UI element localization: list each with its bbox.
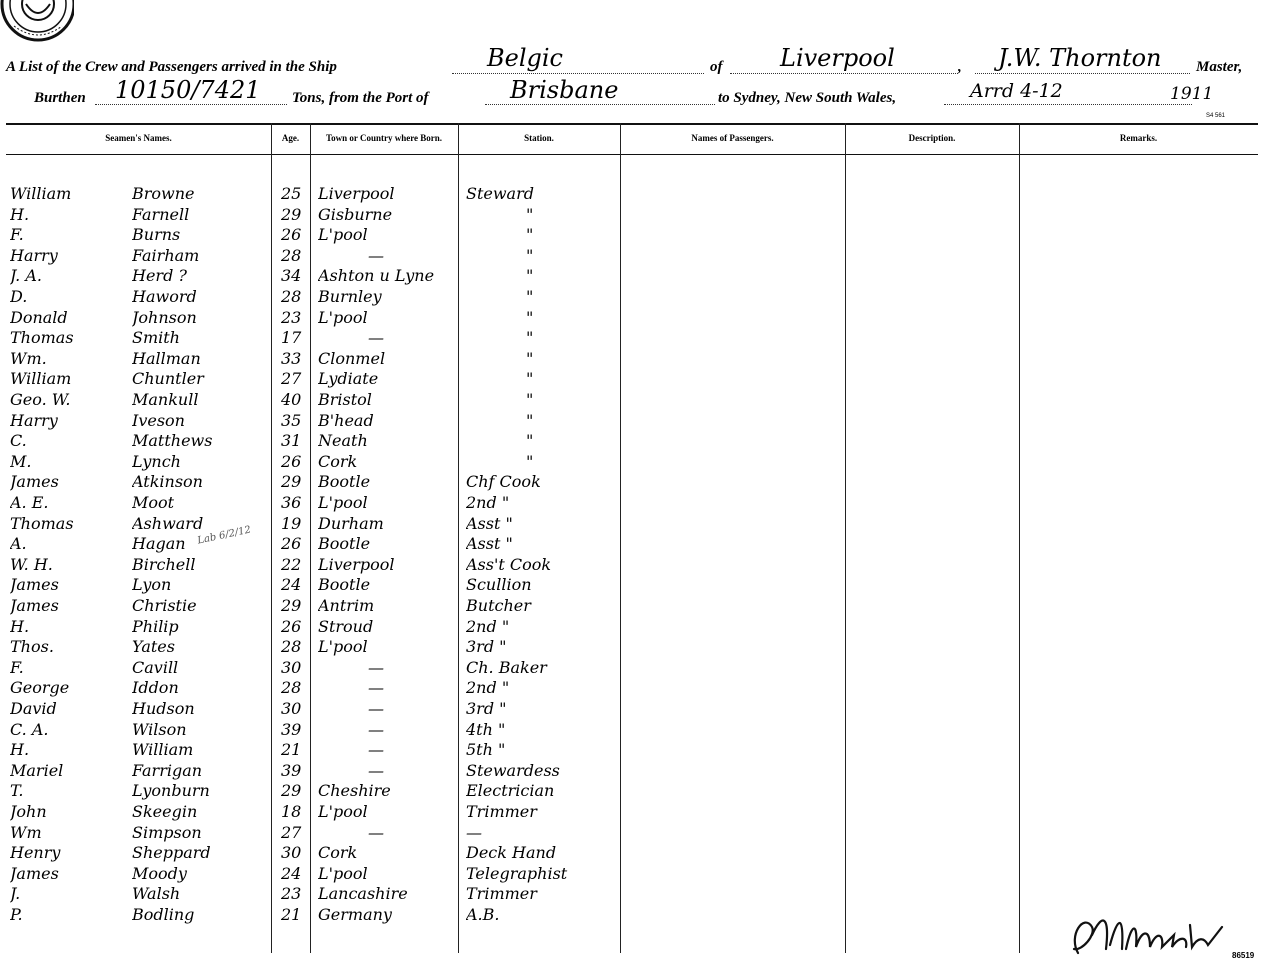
crew-first-name: Wm <box>10 822 42 842</box>
crew-age: 35 <box>281 410 302 430</box>
crew-surname: Moody <box>132 863 187 883</box>
crew-row <box>0 678 1261 698</box>
crew-birthplace: Clonmel <box>318 348 386 368</box>
crew-age: 21 <box>281 905 302 924</box>
crew-row <box>0 431 1261 451</box>
crew-first-name: George <box>10 678 70 698</box>
crew-surname: Ashward <box>132 513 204 533</box>
crew-station: 2nd " <box>466 493 510 512</box>
burthen-value: 10150/7421 <box>115 76 261 104</box>
burthen-label: Burthen <box>34 90 86 106</box>
crew-first-name: Henry <box>10 843 61 863</box>
crew-row <box>0 452 1261 472</box>
crew-surname: Wilson <box>132 719 187 739</box>
crew-birthplace: Ashton u Lyne <box>318 266 435 286</box>
crew-birthplace: Burnley <box>318 287 382 306</box>
column-header-remarks: Remarks. <box>1119 133 1158 143</box>
crew-birthplace: Liverpool <box>318 184 395 203</box>
column-header-station: Station. <box>524 133 554 143</box>
crew-age: 29 <box>281 596 302 615</box>
crew-surname: Herd ? <box>132 266 187 286</box>
crew-birthplace: L'pool <box>318 802 368 821</box>
crew-age: 40 <box>281 390 302 409</box>
crew-surname: Simpson <box>132 822 202 842</box>
crew-row <box>0 802 1261 822</box>
crew-first-name: F. <box>10 657 24 677</box>
crew-first-name: James <box>10 596 59 615</box>
crew-first-name: James <box>10 575 59 595</box>
pencil-annotation: Lab 6/2/12 <box>196 524 252 547</box>
crew-first-name: Donald <box>10 307 68 327</box>
crew-first-name: M. <box>10 451 32 471</box>
seal-stamp <box>0 0 74 48</box>
crew-surname: Smith <box>132 328 180 348</box>
crew-surname: Skeegin <box>132 802 198 821</box>
crew-surname: Bodling <box>132 905 195 924</box>
column-header-description: Description. <box>908 133 956 143</box>
crew-first-name: Thomas <box>10 328 74 348</box>
crew-age: 29 <box>281 204 302 224</box>
crew-surname: Walsh <box>132 884 181 904</box>
crew-first-name: David <box>10 699 57 718</box>
comma: , <box>958 59 962 75</box>
crew-row <box>0 555 1261 575</box>
crew-first-name: F. <box>10 225 24 245</box>
crew-age: 22 <box>281 554 302 574</box>
crew-first-name: Mariel <box>10 760 64 780</box>
column-header-seamen-names: Seamen's Names. <box>105 133 172 143</box>
crew-station: Electrician <box>466 781 555 801</box>
crew-birthplace: Antrim <box>318 596 375 615</box>
crew-first-name: C. <box>10 431 27 451</box>
table-header-rule <box>6 154 1258 155</box>
crew-surname: Moot <box>132 493 175 512</box>
table-top-rule <box>6 123 1258 125</box>
crew-birthplace: Lydiate <box>318 369 379 389</box>
arrival-date: Arrd 4-12 <box>970 80 1063 102</box>
crew-age: 31 <box>281 431 302 451</box>
crew-birthplace: — <box>368 822 384 842</box>
crew-surname: Sheppard <box>132 843 211 863</box>
crew-station: Steward <box>466 184 534 203</box>
crew-birthplace: — <box>368 740 384 760</box>
crew-first-name: J. <box>10 884 21 904</box>
crew-station: " <box>526 451 534 471</box>
crew-age: 24 <box>281 575 302 595</box>
crew-row <box>0 184 1261 204</box>
crew-row <box>0 534 1261 554</box>
crew-first-name: James <box>10 863 59 883</box>
crew-station: Ch. Baker <box>466 657 547 677</box>
crew-first-name: William <box>10 184 72 203</box>
crew-birthplace: Stroud <box>318 616 374 636</box>
crew-station: " <box>526 410 534 430</box>
crew-first-name: Wm. <box>10 348 47 368</box>
crew-station: " <box>526 348 534 368</box>
crew-station: Trimmer <box>466 884 537 904</box>
of-label: of <box>710 59 723 75</box>
crew-first-name: Thos. <box>10 637 54 657</box>
crew-birthplace: Gisburne <box>318 204 393 224</box>
ship-name: Belgic <box>487 44 563 72</box>
crew-row <box>0 390 1261 410</box>
crew-birthplace: — <box>368 657 384 677</box>
crew-station: Scullion <box>466 575 532 595</box>
crew-age: 25 <box>281 184 302 203</box>
crew-row <box>0 349 1261 369</box>
crew-first-name: John <box>10 802 47 821</box>
column-header-age: Age. <box>281 133 300 143</box>
crew-row <box>0 575 1261 595</box>
crew-birthplace: — <box>368 719 384 739</box>
crew-age: 28 <box>281 245 302 265</box>
crew-row <box>0 761 1261 781</box>
column-header-birthplace: Town or Country where Born. <box>325 133 443 143</box>
crew-first-name: J. A. <box>10 266 42 286</box>
tons-from-label: Tons, from the Port of <box>292 90 429 106</box>
crew-first-name: Geo. W. <box>10 390 71 409</box>
crew-age: 28 <box>281 287 302 306</box>
crew-row <box>0 596 1261 616</box>
crew-row <box>0 225 1261 245</box>
crew-surname: Burns <box>132 225 181 245</box>
crew-row <box>0 514 1261 534</box>
crew-station: " <box>526 225 534 245</box>
crew-birthplace: Lancashire <box>318 884 408 904</box>
crew-surname: Yates <box>132 637 175 657</box>
crew-station: " <box>526 328 534 348</box>
form-number: S4 561 <box>1206 113 1226 119</box>
crew-surname: Hallman <box>132 348 201 368</box>
crew-station: " <box>526 266 534 286</box>
crew-station: Asst " <box>466 534 513 554</box>
crew-surname: Lyonburn <box>132 781 210 801</box>
crew-station: 3rd " <box>466 699 507 718</box>
crew-row <box>0 617 1261 637</box>
crew-birthplace: Bootle <box>318 575 371 595</box>
crew-birthplace: — <box>368 699 384 718</box>
crew-surname: Farnell <box>132 204 190 224</box>
crew-birthplace: L'pool <box>318 225 368 245</box>
port-of-registry: Liverpool <box>780 44 895 72</box>
crew-row <box>0 637 1261 657</box>
crew-birthplace: Durham <box>318 513 384 533</box>
from-port: Brisbane <box>510 76 619 104</box>
crew-age: 34 <box>281 266 302 286</box>
crew-row <box>0 472 1261 492</box>
crew-age: 24 <box>281 863 302 883</box>
crew-birthplace: L'pool <box>318 637 368 657</box>
crew-surname: Mankull <box>132 390 199 409</box>
reference-number: 86519 <box>1232 951 1255 960</box>
crew-station: " <box>526 369 534 389</box>
crew-age: 27 <box>281 822 302 842</box>
crew-first-name: C. A. <box>10 719 49 739</box>
crew-row <box>0 308 1261 328</box>
crew-station: Butcher <box>466 596 531 615</box>
crew-surname: Christie <box>132 596 197 615</box>
crew-row <box>0 843 1261 863</box>
crew-station: Asst " <box>466 513 513 533</box>
crew-first-name: William <box>10 369 72 389</box>
crew-age: 26 <box>281 616 302 636</box>
crew-birthplace: L'pool <box>318 307 368 327</box>
crew-first-name: W. H. <box>10 554 53 574</box>
crew-row <box>0 699 1261 719</box>
crew-birthplace: Germany <box>318 905 392 924</box>
crew-surname: Atkinson <box>132 472 203 492</box>
crew-first-name: James <box>10 472 59 492</box>
crew-birthplace: — <box>368 678 384 698</box>
crew-station: Stewardess <box>466 760 560 780</box>
crew-row <box>0 823 1261 843</box>
crew-birthplace: L'pool <box>318 493 368 512</box>
crew-age: 30 <box>281 699 302 718</box>
crew-first-name: Thomas <box>10 513 74 533</box>
crew-station: 5th " <box>466 740 506 760</box>
crew-age: 26 <box>281 534 302 554</box>
crew-first-name: H. <box>10 204 30 224</box>
crew-surname: Iddon <box>132 678 179 698</box>
crew-station: A.B. <box>466 905 500 924</box>
crew-station: — <box>466 822 482 842</box>
crew-age: 23 <box>281 307 302 327</box>
crew-row <box>0 287 1261 307</box>
crew-age: 23 <box>281 884 302 904</box>
crew-station: " <box>526 287 534 306</box>
crew-age: 39 <box>281 719 302 739</box>
crew-surname: Lyon <box>132 575 172 595</box>
crew-age: 29 <box>281 472 302 492</box>
crew-age: 26 <box>281 225 302 245</box>
crew-station: Telegraphist <box>466 863 568 883</box>
crew-row <box>0 884 1261 904</box>
crew-station: Deck Hand <box>466 843 557 863</box>
crew-age: 30 <box>281 657 302 677</box>
crew-station: " <box>526 307 534 327</box>
crew-first-name: H. <box>10 616 30 636</box>
crew-age: 29 <box>281 781 302 801</box>
crew-surname: Iveson <box>132 410 185 430</box>
crew-age: 26 <box>281 451 302 471</box>
crew-first-name: P. <box>10 905 23 924</box>
crew-surname: Cavill <box>132 657 179 677</box>
crew-station: 3rd " <box>466 637 507 657</box>
crew-surname: Hudson <box>132 699 195 718</box>
crew-age: 28 <box>281 637 302 657</box>
crew-row <box>0 246 1261 266</box>
crew-station: Chf Cook <box>466 472 541 492</box>
crew-row <box>0 658 1261 678</box>
crew-row <box>0 740 1261 760</box>
crew-surname: Matthews <box>132 431 213 451</box>
arrival-year: 1911 <box>1170 84 1214 104</box>
crew-surname: Chuntler <box>132 369 204 389</box>
crew-age: 18 <box>281 802 302 821</box>
crew-birthplace: Bristol <box>318 390 372 409</box>
master-label: Master, <box>1196 59 1243 75</box>
crew-station: 2nd " <box>466 678 510 698</box>
column-header-passengers: Names of Passengers. <box>691 133 774 143</box>
crew-birthplace: Neath <box>318 431 368 451</box>
master-name: J.W. Thornton <box>998 44 1162 72</box>
crew-age: 19 <box>281 513 302 533</box>
crew-surname: Birchell <box>132 554 196 574</box>
crew-birthplace: L'pool <box>318 863 368 883</box>
crew-station: " <box>526 245 534 265</box>
crew-surname: Browne <box>132 184 195 203</box>
crew-surname: Hagan <box>132 534 186 554</box>
header-intro-text: A List of the Crew and Passengers arrived in the Ship <box>6 59 337 75</box>
crew-birthplace: Bootle <box>318 472 371 492</box>
crew-age: 36 <box>281 493 302 512</box>
crew-birthplace: Cork <box>318 843 358 863</box>
crew-station: " <box>526 431 534 451</box>
crew-first-name: D. <box>10 287 28 306</box>
crew-row <box>0 781 1261 801</box>
crew-surname: Fairham <box>132 245 200 265</box>
crew-first-name: A. E. <box>10 493 49 512</box>
master-signature <box>1062 905 1242 961</box>
crew-first-name: T. <box>10 781 24 801</box>
crew-row <box>0 864 1261 884</box>
crew-station: 2nd " <box>466 616 510 636</box>
crew-surname: Philip <box>132 616 179 636</box>
crew-first-name: A. <box>10 534 27 554</box>
crew-age: 30 <box>281 843 302 863</box>
crew-station: " <box>526 204 534 224</box>
crew-age: 17 <box>281 328 302 348</box>
crew-row <box>0 266 1261 286</box>
crew-row <box>0 328 1261 348</box>
crew-age: 33 <box>281 348 302 368</box>
crew-surname: Farrigan <box>132 760 203 780</box>
crew-first-name: Harry <box>10 245 58 265</box>
crew-birthplace: B'head <box>318 410 374 430</box>
crew-station: Trimmer <box>466 802 537 821</box>
crew-row <box>0 720 1261 740</box>
crew-surname: Lynch <box>132 451 181 471</box>
crew-station: Ass't Cook <box>466 554 552 574</box>
crew-surname: Johnson <box>132 307 197 327</box>
crew-row <box>0 205 1261 225</box>
crew-surname: William <box>132 740 194 760</box>
crew-age: 39 <box>281 760 302 780</box>
crew-station: 4th " <box>466 719 506 739</box>
crew-row <box>0 369 1261 389</box>
crew-first-name: H. <box>10 740 30 760</box>
crew-row <box>0 493 1261 513</box>
crew-first-name: Harry <box>10 410 58 430</box>
crew-row <box>0 411 1261 431</box>
crew-age: 28 <box>281 678 302 698</box>
crew-age: 21 <box>281 740 302 760</box>
crew-birthplace: Cheshire <box>318 781 391 801</box>
crew-birthplace: Cork <box>318 451 358 471</box>
crew-birthplace: — <box>368 760 384 780</box>
crew-age: 27 <box>281 369 302 389</box>
crew-birthplace: Liverpool <box>318 554 395 574</box>
crew-surname: Haword <box>132 287 197 306</box>
to-sydney-label: to Sydney, New South Wales, <box>718 90 897 106</box>
crew-birthplace: — <box>368 328 384 348</box>
crew-station: " <box>526 390 534 409</box>
crew-birthplace: — <box>368 245 384 265</box>
crew-birthplace: Bootle <box>318 534 371 554</box>
